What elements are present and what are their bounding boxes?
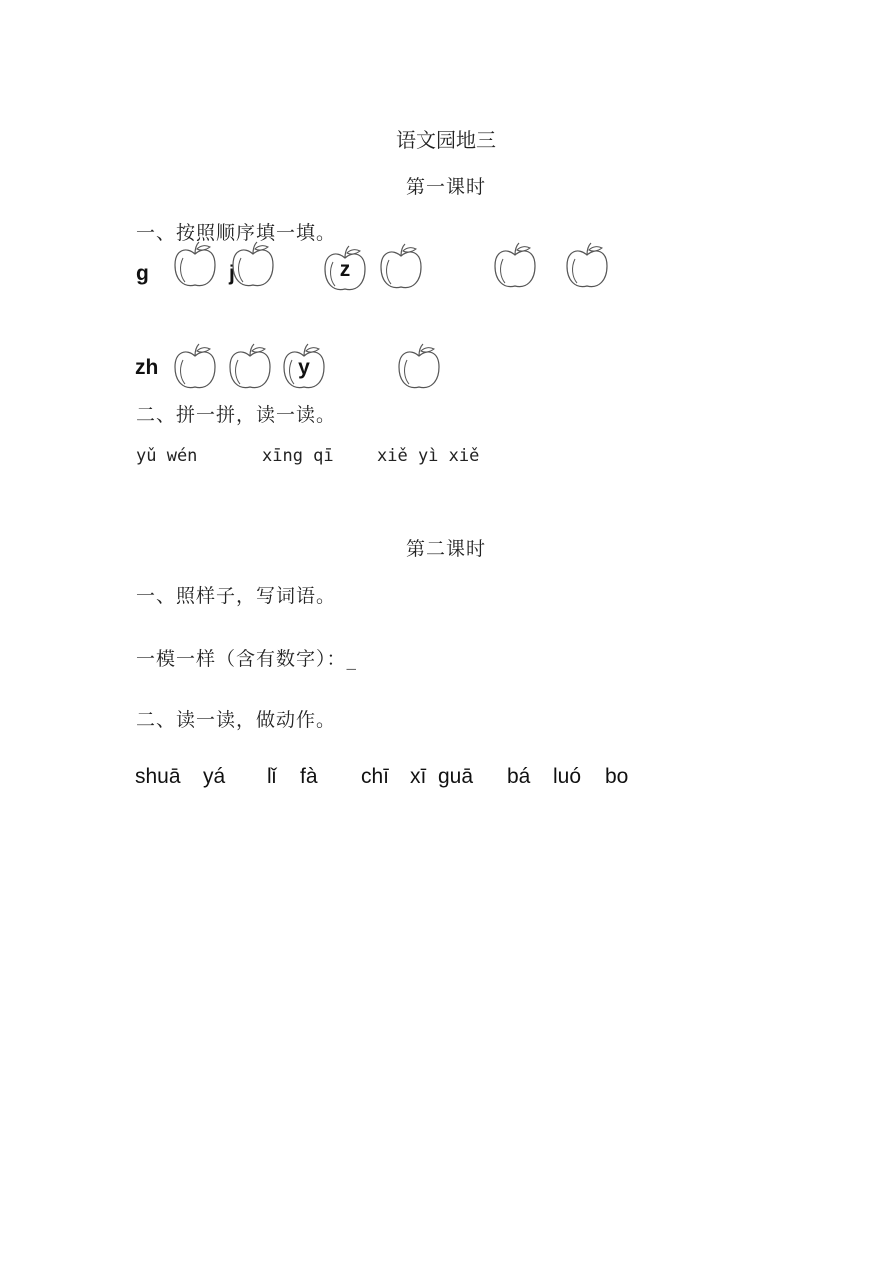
letter-j: j: [229, 262, 235, 285]
l2-q1-example[interactable]: 一模一样（含有数字）：_: [136, 648, 358, 670]
pinyin-word: yǔ wén: [136, 446, 198, 466]
apple-icon[interactable]: [396, 342, 442, 392]
apple-icon[interactable]: [564, 241, 610, 291]
apple-icon[interactable]: [322, 244, 368, 294]
apple-icon[interactable]: [378, 242, 424, 292]
letter-z: z: [339, 258, 351, 281]
apple-icon[interactable]: [492, 241, 538, 291]
apple-icon[interactable]: [227, 342, 273, 392]
pinyin-syllable: lǐ: [267, 765, 277, 788]
q2-prompt: 二、拼一拼，读一读。: [136, 404, 337, 426]
letter-zh: zh: [135, 356, 159, 379]
l2-q1-prompt: 一、照样子，写词语。: [136, 585, 337, 607]
pinyin-syllable: chī: [361, 765, 390, 788]
apple-icon[interactable]: [281, 342, 327, 392]
pinyin-syllable: luó: [553, 765, 582, 788]
apple-icon[interactable]: [172, 240, 218, 290]
pinyin-syllable: guā: [438, 765, 474, 788]
lesson-2-heading: 第二课时: [406, 538, 487, 560]
pinyin-syllable: shuā: [135, 765, 181, 788]
letter-y: y: [298, 356, 310, 379]
q1-prompt: 一、按照顺序填一填。: [136, 222, 337, 244]
page-title: 语文园地三: [396, 128, 496, 152]
apple-icon[interactable]: [172, 342, 218, 392]
l2-q2-prompt: 二、读一读，做动作。: [136, 709, 337, 731]
pinyin-word: xīng qī: [262, 446, 334, 466]
apple-icon[interactable]: [230, 240, 276, 290]
pinyin-syllable: bo: [605, 765, 629, 788]
pinyin-word: xiě yì xiě: [377, 446, 480, 466]
pinyin-syllable: xī: [410, 765, 427, 788]
lesson-1-heading: 第一课时: [406, 176, 487, 198]
pinyin-syllable: bá: [507, 765, 531, 788]
letter-g: g: [136, 262, 149, 285]
pinyin-syllable: fà: [300, 765, 318, 788]
pinyin-syllable: yá: [203, 765, 226, 788]
